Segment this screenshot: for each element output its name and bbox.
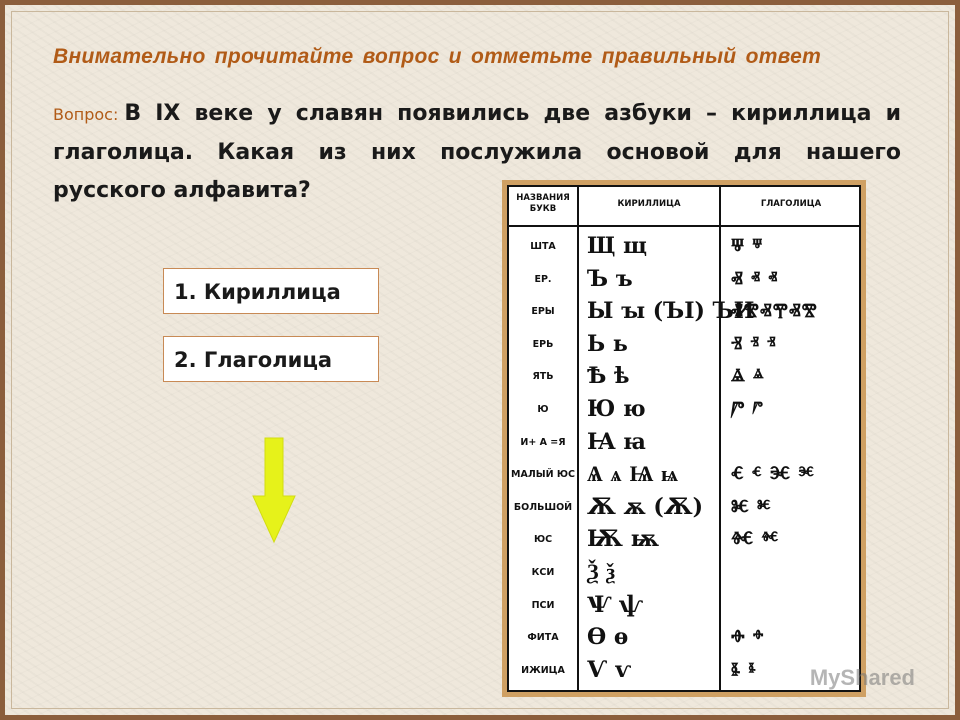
table-row xyxy=(509,526,859,558)
letter-name-cell: ФИТА xyxy=(527,632,559,644)
letter-name-cell: ЕРЫ xyxy=(531,306,555,318)
cyrillic-cell: Ь ь xyxy=(587,330,628,357)
table-row xyxy=(509,592,859,624)
header-cyrillic: КИРИЛЛИЦА xyxy=(617,199,681,209)
table-row xyxy=(509,331,859,363)
alphabet-table xyxy=(507,185,861,692)
instruction-heading: Внимательно прочитайте вопрос и отметьте правильный ответ xyxy=(53,45,822,68)
table-row xyxy=(509,266,859,298)
letter-name-cell: ЯТЬ xyxy=(532,371,554,383)
glagolitic-cell: Ⱔ ⱔ Ⱗ ⱗ xyxy=(731,463,815,485)
letter-name-cell: МАЛЫЙ ЮС xyxy=(511,469,575,481)
glagolitic-cell: ⰟⰊⰟⰉⰟⰊ xyxy=(731,300,818,322)
answer-option-1[interactable]: 1. Кириллица xyxy=(163,268,379,314)
cyrillic-cell: Щ щ xyxy=(587,233,647,259)
cyrillic-cell: Ѳ ѳ xyxy=(587,624,629,651)
table-row xyxy=(509,494,859,526)
table-row xyxy=(509,461,859,493)
watermark: MyShared xyxy=(809,665,915,690)
glagolitic-cell: Ⱏ ⱏ ⱏ xyxy=(731,267,779,289)
table-header-divider xyxy=(509,225,859,227)
glagolitic-cell: Ⱑ ⱑ xyxy=(731,365,765,387)
letter-name-cell: КСИ xyxy=(531,567,555,578)
letter-name-cell: ПСИ xyxy=(531,599,555,611)
cyrillic-cell: Ꙗ ꙗ xyxy=(587,428,646,455)
letter-name-cell: БОЛЬШОЙ xyxy=(513,501,573,513)
cyrillic-cell: Ѫ ѫ (Ѫ) xyxy=(587,493,704,520)
question-label: Вопрос: xyxy=(53,105,119,124)
cyrillic-cell: Ы ꙑ (ЪІ) ЪИ xyxy=(587,298,755,325)
letter-name-cell: И+ А =Я xyxy=(520,436,566,448)
table-row xyxy=(509,298,859,330)
header-glagolitic: ГЛАГОЛИЦА xyxy=(760,199,822,209)
cyrillic-cell: Ѱ ѱ xyxy=(587,591,644,618)
glagolitic-cell: Ⱐ ⱐ ⱐ xyxy=(731,332,777,354)
letter-name-cell: ЕР. xyxy=(534,273,552,285)
letter-name-cell: ЮС xyxy=(533,534,553,546)
answer-option-2[interactable]: 2. Глаголица xyxy=(163,336,379,382)
table-row xyxy=(509,233,859,265)
letter-name-cell: Ю xyxy=(537,404,549,415)
cyrillic-cell: Ѭ ѭ xyxy=(587,526,660,553)
letter-name-cell: ЕРЬ xyxy=(532,338,554,350)
header-letter-names: НАЗВАНИЯ БУКВ xyxy=(516,193,570,214)
cyrillic-cell: Ѣ ѣ xyxy=(587,363,630,390)
table-row xyxy=(509,559,859,591)
question-text: В IX веке у славян появились две азбуки – кириллица и глаголица. Какая из них послужила основой для нашего русского алфавита? xyxy=(53,101,901,203)
table-row xyxy=(509,624,859,656)
glagolitic-cell: Ⱋ ⱋ xyxy=(731,235,764,256)
glagolitic-cell: Ⱓ ⱓ xyxy=(731,398,764,419)
alphabet-table-image xyxy=(502,180,866,697)
letter-name-cell: ШТА xyxy=(530,241,556,252)
glagolitic-cell: Ⱙ ⱙ xyxy=(731,528,780,550)
glagolitic-cell: Ⱛ ⱛ xyxy=(731,658,757,680)
table-row xyxy=(509,396,859,428)
table-row xyxy=(509,429,859,461)
table-row xyxy=(509,657,859,689)
letter-name-cell: ИЖИЦА xyxy=(521,664,565,676)
glagolitic-cell: Ⱘ ⱘ xyxy=(731,495,772,517)
cyrillic-cell: Ъ ъ xyxy=(587,265,633,292)
cyrillic-cell: Ю ю xyxy=(587,396,646,422)
table-row xyxy=(509,363,859,395)
cyrillic-cell: Ѵ ѵ xyxy=(587,656,632,683)
glagolitic-cell: Ⱚ ⱚ xyxy=(731,626,765,648)
cyrillic-cell: Ѧ ѧ Ѩ ѩ xyxy=(587,461,679,488)
down-arrow-icon xyxy=(253,438,295,542)
cyrillic-cell: Ѯ ѯ xyxy=(587,559,616,585)
